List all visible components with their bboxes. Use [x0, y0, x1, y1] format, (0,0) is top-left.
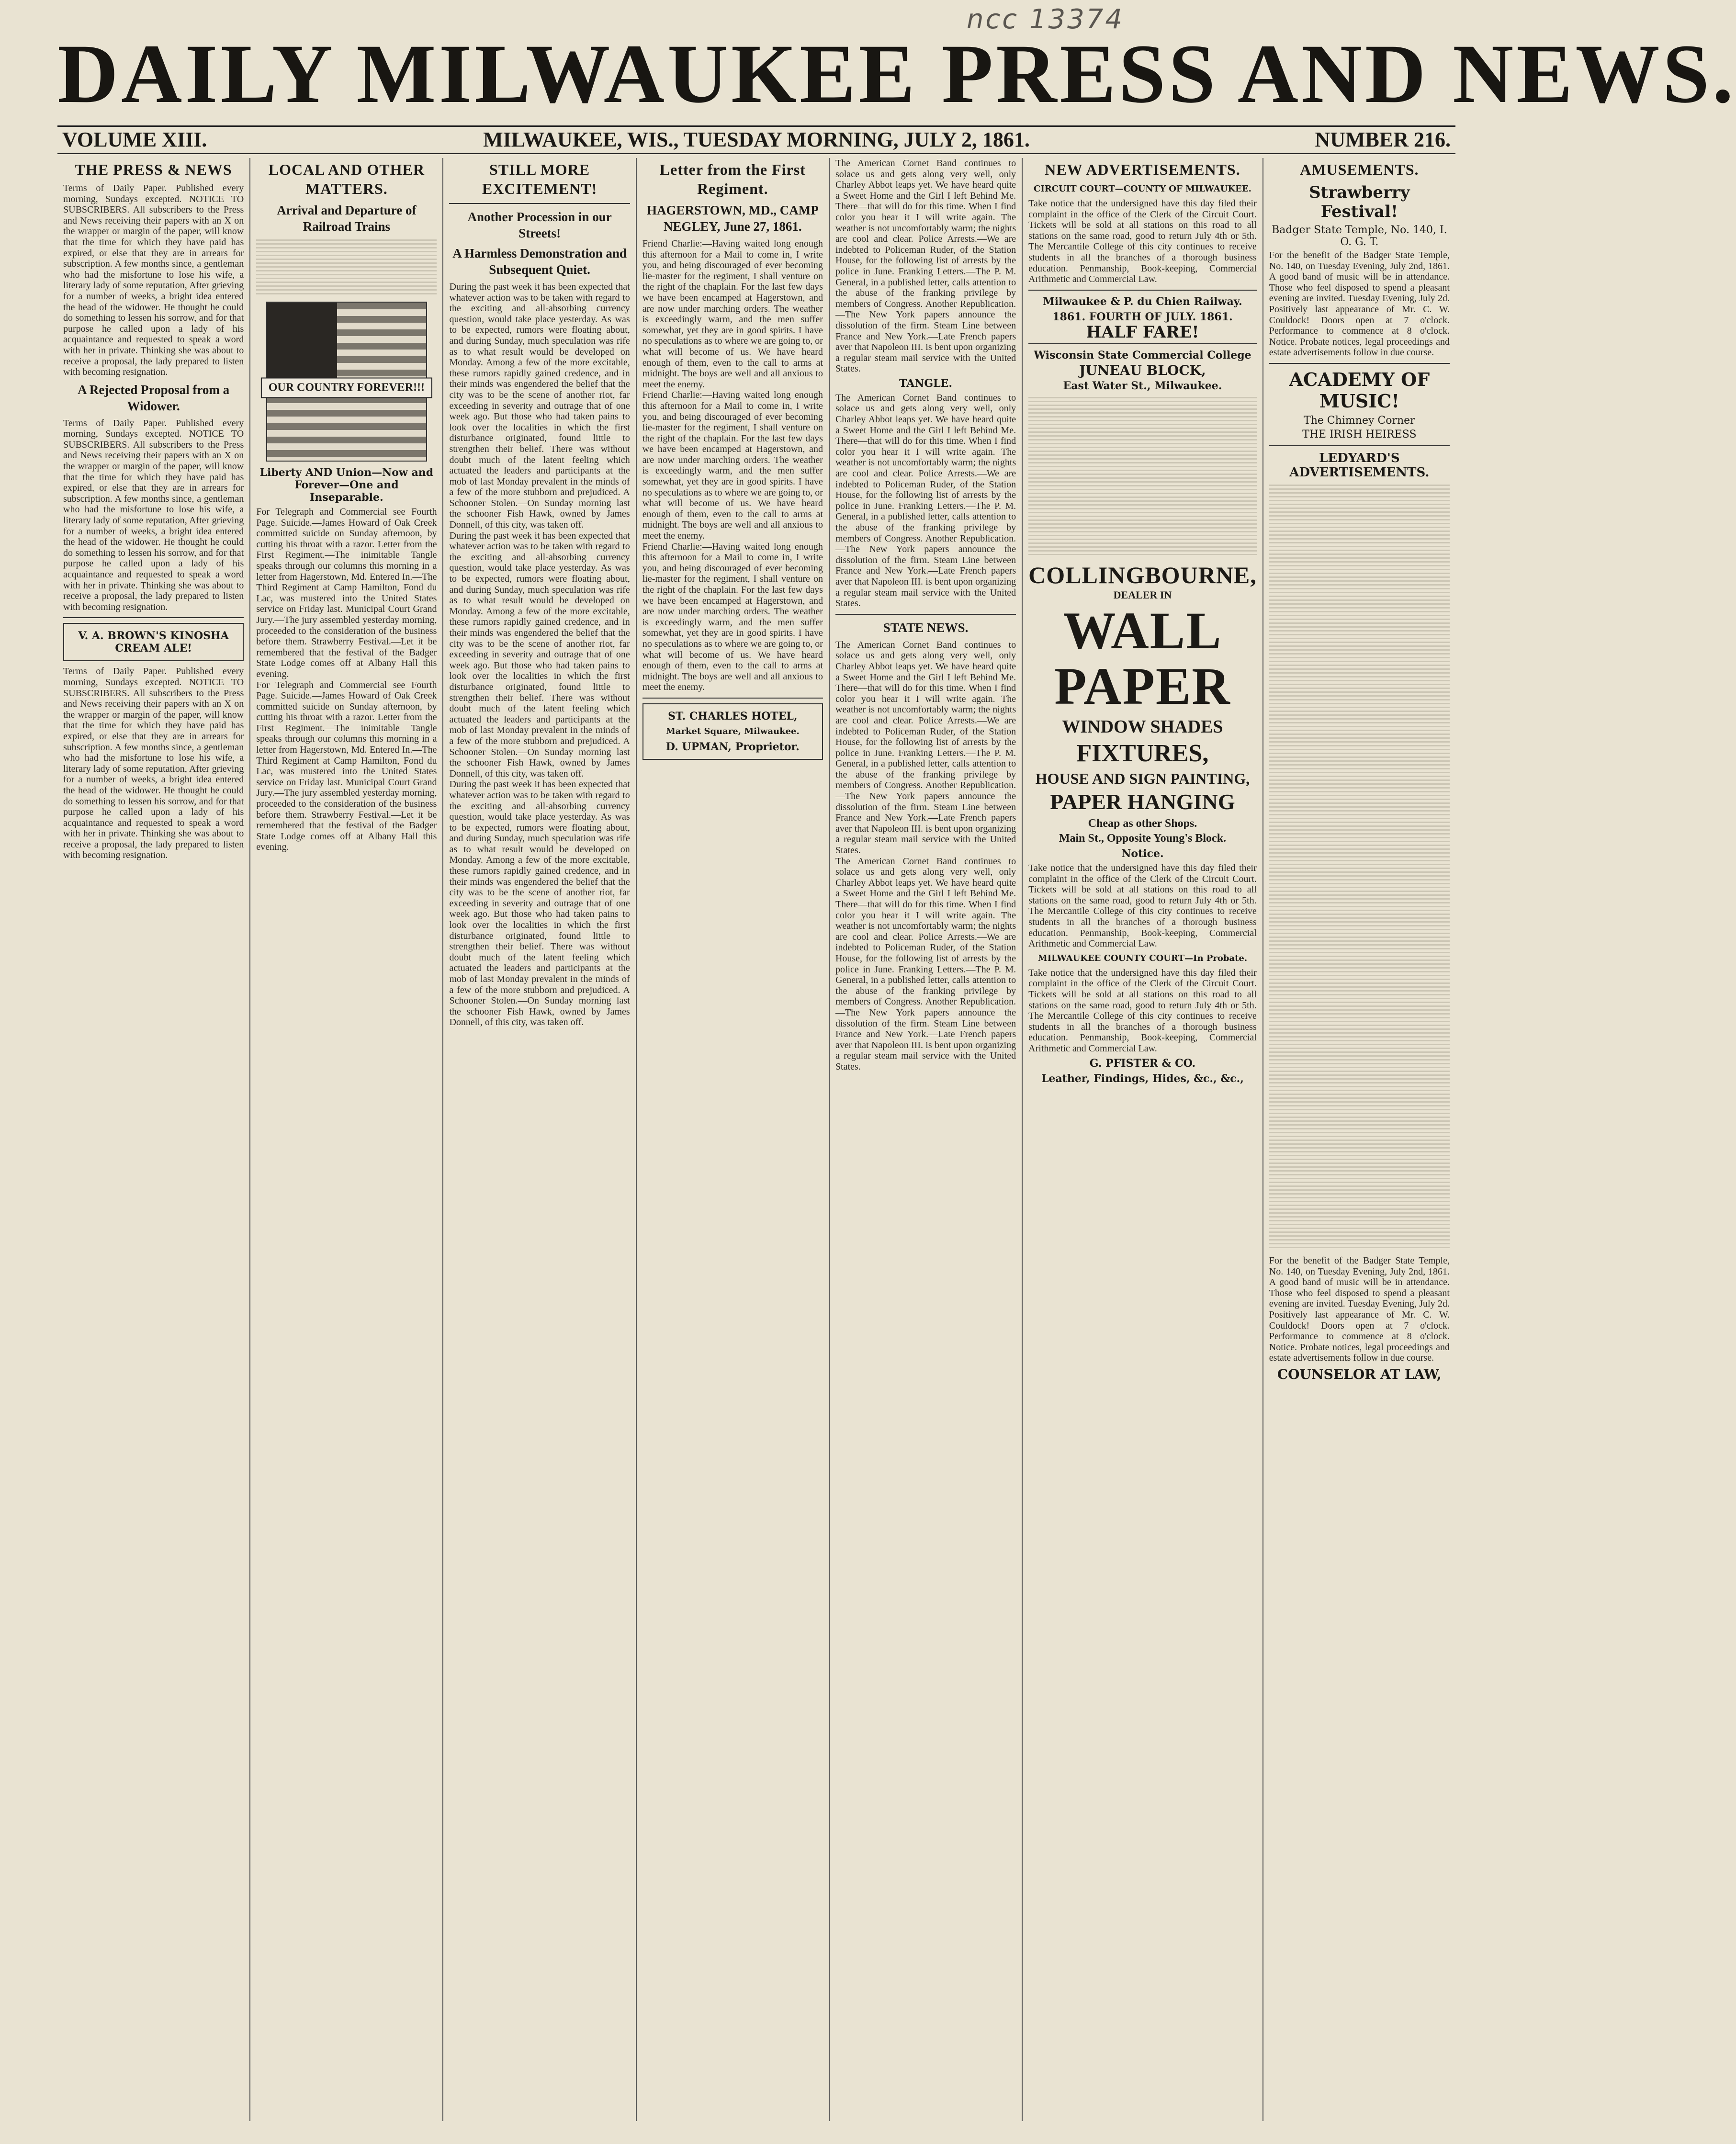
column-3-text-a: During the past week it has been expected that whatever action was to be taken with regard to the exciting and all-absorbing currency question, would take place yesterday. As was to be expected, rumors were floating about, and during Sunday, much speculation was rife as to what result would be developed on Monday. Among a few of the more excitable, these rumors rapidly gained credence, and in their minds was engendered the belief that the city was to be the scene of another riot, far exceeding in severity and outrage that of one week ago. But those who had taken pains to look over the localities in which the first disturbance originated, found little to strengthen their belief. There was without doubt much of the latent feeling which actuated the leaders and participants at the mob of last Monday prevalent in the minds of a few of the more stubborn and prejudiced. A Schooner Stolen.—On Sunday morning last the schooner Fish Hawk, owned by James Donnell, of this city, was taken off. — [449, 282, 630, 530]
dateline-bar — [57, 125, 1455, 154]
wallpaper-ad-hanging: PAPER HANGING — [1050, 790, 1235, 814]
notice-heading: Notice. — [1121, 847, 1164, 860]
column-5-text-c: The American Cornet Band continues to solace us and gets along very well, only Charley Abbot leaps yet. We have heard quite a Sweet Home and the Girl I left Behind Me. There—that will do for this time. When I find color you hear it I will write again. The weather is not uncomfortably warm; the nights are cool and clear. Police Arrests.—We are indebted to Policeman Ruder, of the Station House, for the following list of arrests by the police in June. Franking Letters.—The P. M. General, in a published letter, calls attention to the abuse of the franking privilege by members of Congress. Another Republication.—The New York papers announce the dissolution of the firm. Steam Line between France and New York.—Late French papers aver that Napoleon III. is bent upon organizing a regular steam mail service with the United States. — [835, 639, 1016, 856]
column-3-rule — [449, 203, 630, 204]
hotel-owner: D. UPMAN, Proprietor. — [665, 740, 800, 753]
chimney-corner: The Chimney Corner — [1304, 414, 1415, 427]
wallpaper-ad-address: Main St., Opposite Young's Block. — [1059, 832, 1227, 845]
column-1-text-c: Terms of Daily Paper. Published every morning, Sundays excepted. NOTICE TO SUBSCRIBERS. All subscribers to the Press and News receiving their papers with an X on the wrapper or margin of the paper, will know that the time for which they have paid has expired, or else that they are in arrears for subscription. A few months since, a gentleman who had the misfortune to lose his wife, a literary lady of some reputation, After grieving for a number of weeks, a bright idea entered the head of the widower. He thought he could do something to lessen his sorrow, and for that purpose he called upon a lady of his acquaintance and requested to speak a word with her in private. Thinking she was about to receive a proposal, the lady prepared to listen with becoming resignation. — [63, 666, 244, 861]
wallpaper-ad-dealer: DEALER IN — [1113, 589, 1172, 601]
pfister-goods: Leather, Findings, Hides, &c., &c., — [1041, 1072, 1244, 1085]
college-title: Wisconsin State Commercial College — [1034, 349, 1251, 361]
column-1-heading: THE PRESS & NEWS — [75, 161, 232, 178]
flag-banner: OUR COUNTRY FOREVER!!! — [261, 378, 432, 398]
volume-number: VOLUME XIII. — [62, 128, 207, 151]
attorney-heading: COUNSELOR AT LAW, — [1277, 1366, 1442, 1382]
hotel-name: ST. CHARLES HOTEL, — [668, 710, 798, 722]
college-ad-text — [1028, 397, 1257, 555]
column-1 — [57, 158, 250, 2121]
wallpaper-ad-headline: WALL PAPER — [1054, 601, 1231, 715]
college-block: JUNEAU BLOCK, — [1079, 362, 1206, 378]
railway-fourth: 1861. FOURTH OF JULY. 1861. — [1052, 310, 1233, 323]
letter-signature: TANGLE. — [899, 377, 953, 390]
column-1-text-b: Terms of Daily Paper. Published every morning, Sundays excepted. NOTICE TO SUBSCRIBERS. All subscribers to the Press and News receiving their papers with an X on the wrapper or margin of the paper, will know that the time for which they have paid has expired, or else that they are in arrears for subscription. A few months since, a gentleman who had the misfortune to lose his wife, a literary lady of some reputation, After grieving for a number of weeks, a bright idea entered the head of the widower. He thought he could do something to lessen his sorrow, and for that purpose he called upon a lady of his acquaintance and requested to speak a word with her in private. Thinking she was about to receive a proposal, the lady prepared to listen with becoming resignation. — [63, 418, 244, 612]
columns-area — [57, 158, 1455, 2121]
wallpaper-ad-painting: HOUSE AND SIGN PAINTING, — [1035, 769, 1250, 787]
column-3-text-b: During the past week it has been expected that whatever action was to be taken with regard to the exciting and all-absorbing currency question, would take place yesterday. As was to be expected, rumors were floating about, and during Sunday, much speculation was rife as to what result would be developed on Monday. Among a few of the more excitable, these rumors rapidly gained credence, and in their minds was engendered the belief that the city was to be the scene of another riot, far exceeding in severity and outrage that of one week ago. But those who had taken pains to look over the localities in which the first disturbance originated, found little to strengthen their belief. There was without doubt much of the latent feeling which actuated the leaders and participants at the mob of last Monday prevalent in the minds of a few of the more stubborn and prejudiced. A Schooner Stolen.—On Sunday morning last the schooner Fish Hawk, owned by James Donnell, of this city, was taken off. — [449, 530, 630, 779]
column-3-subheading-2: A Harmless Demonstration and Subsequent Quiet. — [452, 246, 627, 277]
column-3-subheading-1: Another Procession in our Streets! — [467, 210, 612, 240]
column-2 — [250, 158, 443, 2121]
column-1-subheading: A Rejected Proposal from a Widower. — [78, 382, 230, 413]
column-6 — [1023, 158, 1263, 2121]
flag-caption: Liberty AND Union—Now and Forever—One and Inseparable. — [259, 466, 434, 504]
column-7 — [1263, 158, 1455, 2121]
column-2-text-b: For Telegraph and Commercial see Fourth Page. Suicide.—James Howard of Oak Creek committed suicide on Sunday afternoon, by cutting his throat with a razor. Letter from the First Regiment.—The inimitable Tangle speaks through our columns this morning in a letter from Hagerstown, Md. Entered In.—The Third Regiment at Camp Hamilton, Fond du Lac, was mustered into the United States service on Friday last. Municipal Court Grand Jury.—The jury assembled yesterday morning, proceeded to the consideration of the business before them. Strawberry Festival.—Let it be remembered that the festival of the Badger State Lodge comes off at Albany Hall this evening. — [256, 679, 437, 853]
pfister-name: G. PFISTER & CO. — [1089, 1057, 1196, 1070]
issue-number: NUMBER 216. — [1315, 128, 1451, 151]
ledyard-heading: LEDYARD'S ADVERTISEMENTS. — [1289, 451, 1430, 480]
column-3-text-c: During the past week it has been expected that whatever action was to be taken with regard to the exciting and all-absorbing currency question, would take place yesterday. As was to be expected, rumors were floating about, and during Sunday, much speculation was rife as to what result would be developed on Monday. Among a few of the more excitable, these rumors rapidly gained credence, and in their minds was engendered the belief that the city was to be the scene of another riot, far exceeding in severity and outrage that of one week ago. But those who had taken pains to look over the localities in which the first disturbance originated, found little to strengthen their belief. There was without doubt much of the latent feeling which actuated the leaders and participants at the mob of last Monday prevalent in the minds of a few of the more stubborn and prejudiced. A Schooner Stolen.—On Sunday morning last the schooner Fish Hawk, owned by James Donnell, of this city, was taken off. — [449, 779, 630, 1028]
flag-illustration — [266, 302, 427, 462]
hotel-place: Market Square, Milwaukee. — [665, 726, 800, 736]
column-4-text-c: Friend Charlie:—Having waited long enough this afternoon for a Mail to come in, I write you, and being discouraged of ever becoming lie-master for the regiment, I shall venture on the right of the chaplain. For the last few days we have been encamped at Hagerstown, and are now under marching orders. The weather is exceedingly warm, and the men suffer somewhat, yet they are in good spirits. I have no speculations as to where we are going to, or what will become of us. We have heard enough of them, even to the call to arms at midnight. The boys are well and all anxious to meet the enemy. — [642, 541, 823, 693]
column-3 — [443, 158, 636, 2121]
column-4-subheading: HAGERSTOWN, MD., CAMP NEGLEY, June 27, 1861. — [646, 203, 819, 234]
dateline-date: MILWAUKEE, WIS., TUESDAY MORNING, JULY 2, 1861. — [483, 128, 1030, 151]
festival-title: Strawberry Festival! — [1309, 183, 1410, 221]
column-2-text-a: For Telegraph and Commercial see Fourth Page. Suicide.—James Howard of Oak Creek committed suicide on Sunday afternoon, by cutting his throat with a razor. Letter from the First Regiment.—The inimitable Tangle speaks through our columns this morning in a letter from Hagerstown, Md. Entered In.—The Third Regiment at Camp Hamilton, Fond du Lac, was mustered into the United States service on Friday last. Municipal Court Grand Jury.—The jury assembled yesterday morning, proceeded to the consideration of the business before them. Strawberry Festival.—Let it be remembered that the festival of the Badger State Lodge comes off at Albany Hall this evening. — [256, 507, 437, 679]
column-6-heading: NEW ADVERTISEMENTS. — [1045, 161, 1240, 178]
masthead-title: DAILY MILWAUKEE PRESS AND NEWS. — [57, 27, 1736, 121]
probate-heading: MILWAUKEE COUNTY COURT—In Probate. — [1037, 953, 1248, 963]
column-4 — [637, 158, 830, 2121]
column-7-rule-1 — [1269, 363, 1450, 364]
column-6-rule-1 — [1028, 290, 1257, 291]
ledyard-ads-text — [1269, 485, 1450, 1251]
hotel-ad — [643, 703, 823, 760]
column-5-text-d: The American Cornet Band continues to solace us and gets along very well, only Charley Abbot leaps yet. We have heard quite a Sweet Home and the Girl I left Behind Me. There—that will do for this time. When I find color you hear it I will write again. The weather is not uncomfortably warm; the nights are cool and clear. Police Arrests.—We are indebted to Policeman Ruder, of the Station House, for the following list of arrests by the police in June. Franking Letters.—The P. M. General, in a published letter, calls attention to the abuse of the franking privilege by members of Congress. Another Republication.—The New York papers announce the dissolution of the firm. Steam Line between France and New York.—Late French papers aver that Napoleon III. is bent upon organizing a regular steam mail service with the United States. — [835, 856, 1016, 1072]
column-6-text-c: Take notice that the undersigned have this day filed their complaint in the office of the Clerk of the Circuit Court. Tickets will be sold at all stations on this road to all stations on the same road, good to return July 4th or 5th. The Mercantile College of this city continues to receive students in all the branches of a thorough business education. Penmanship, Book-keeping, Commercial Arithmetic and Commercial Law. — [1028, 967, 1257, 1054]
column-7-text-a: For the benefit of the Badger State Temple, No. 140, on Tuesday Evening, July 2nd, 1861. A good band of music will be in attendance. Those who feel disposed to spend a pleasant evening are invited. Tuesday Evening, July 2d. Positively last appearance of Mr. C. W. Couldock! Doors open at 7 o'clock. Performance to commence at 8 o'clock. Notice. Probate notices, legal proceedings and estate advertisements follow in due course. — [1269, 250, 1450, 358]
flag-canton — [267, 303, 337, 378]
column-2-subheading: Arrival and Departure of Railroad Trains — [277, 203, 417, 234]
column-5-rule — [835, 614, 1016, 615]
lodge-name: Badger State Temple, No. 140, I. O. G. T. — [1272, 224, 1447, 248]
state-news-heading: STATE NEWS. — [883, 620, 969, 635]
column-7-heading: AMUSEMENTS. — [1300, 161, 1419, 178]
column-7-rule-2 — [1269, 445, 1450, 446]
column-1-ad-box — [63, 623, 244, 661]
column-4-heading: Letter from the First Regiment. — [659, 161, 806, 197]
column-6-text-a: Take notice that the undersigned have this day filed their complaint in the office of the Clerk of the Circuit Court. Tickets will be sold at all stations on this road to all stations on the same road, good to return July 4th or 5th. The Mercantile College of this city continues to receive students in all the branches of a thorough business education. Penmanship, Book-keeping, Commercial Arithmetic and Commercial Law. — [1028, 198, 1257, 285]
column-4-text-a: Friend Charlie:—Having waited long enough this afternoon for a Mail to come in, I write you, and being discouraged of ever becoming lie-master for the regiment, I shall venture on the right of the chaplain. For the last few days we have been encamped at Hagerstown, and are now under marching orders. The weather is exceedingly warm, and the men suffer somewhat, yet they are in good spirits. I have no speculations as to where we are going to, or what will become of us. We have heard enough of them, even to the call to arms at midnight. The boys are well and all anxious to meet the enemy. — [642, 238, 823, 390]
column-5-text-b: The American Cornet Band continues to solace us and gets along very well, only Charley Abbot leaps yet. We have heard quite a Sweet Home and the Girl I left Behind Me. There—that will do for this time. When I find color you hear it I will write again. The weather is not uncomfortably warm; the nights are cool and clear. Police Arrests.—We are indebted to Policeman Ruder, of the Station House, for the following list of arrests by the police in June. Franking Letters.—The P. M. General, in a published letter, calls attention to the abuse of the franking privilege by members of Congress. Another Republication.—The New York papers announce the dissolution of the firm. Steam Line between France and New York.—Late French papers aver that Napoleon III. is bent upon organizing a regular steam mail service with the United States. — [835, 392, 1016, 609]
wallpaper-ad-name: COLLINGBOURNE, — [1028, 561, 1257, 588]
train-schedule-table — [256, 239, 437, 297]
irish-heiress: THE IRISH HEIRESS — [1302, 428, 1417, 440]
column-6-text-b: Take notice that the undersigned have this day filed their complaint in the office of the Clerk of the Circuit Court. Tickets will be sold at all stations on this road to all stations on the same road, good to return July 4th or 5th. The Mercantile College of this city continues to receive students in all the branches of a thorough business education. Penmanship, Book-keeping, Commercial Arithmetic and Commercial Law. — [1028, 863, 1257, 949]
column-6-rule-2 — [1028, 343, 1257, 344]
wallpaper-ad-cheap: Cheap as other Shops. — [1088, 817, 1197, 830]
column-3-heading: STILL MORE EXCITEMENT! — [482, 161, 597, 197]
railway-ad-title: Milwaukee & P. du Chien Railway. — [1043, 295, 1242, 308]
column-4-rule — [643, 698, 823, 699]
wallpaper-ad-window: WINDOW SHADES — [1062, 717, 1223, 737]
column-1-text-a: Terms of Daily Paper. Published every morning, Sundays excepted. NOTICE TO SUBSCRIBERS. All subscribers to the Press and News receiving their papers with an X on the wrapper or margin of the paper, will know that the time for which they have paid has expired, or else that they are in arrears for subscription. A few months since, a gentleman who had the misfortune to lose his wife, a literary lady of some reputation, After grieving for a number of weeks, a bright idea entered the head of the widower. He thought he could do something to lessen his sorrow, and for that purpose he called upon a lady of his acquaintance and requested to speak a word with her in private. Thinking she was about to receive a proposal, the lady prepared to listen with becoming resignation. — [63, 183, 244, 378]
column-1-ad-title: V. A. BROWN'S KINOSHA CREAM ALE! — [78, 630, 229, 655]
handwritten-catalog-note: ncc 13374 — [966, 4, 1124, 35]
column-2-heading: LOCAL AND OTHER MATTERS. — [268, 161, 425, 197]
wallpaper-ad-fixtures: FIXTURES, — [1076, 740, 1209, 767]
college-street: East Water St., Milwaukee. — [1063, 379, 1222, 392]
column-4-text-b: Friend Charlie:—Having waited long enough this afternoon for a Mail to come in, I write you, and being discouraged of ever becoming lie-master for the regiment, I shall venture on the right of the chaplain. For the last few days we have been encamped at Hagerstown, and are now under marching orders. The weather is exceedingly warm, and the men suffer somewhat, yet they are in good spirits. I have no speculations as to where we are going to, or what will become of us. We have heard enough of them, even to the call to arms at midnight. The boys are well and all anxious to meet the enemy. — [642, 390, 823, 542]
column-5 — [830, 158, 1023, 2121]
academy-title: ACADEMY OF MUSIC! — [1289, 368, 1430, 412]
circuit-court-notice: CIRCUIT COURT—COUNTY OF MILWAUKEE. — [1034, 184, 1251, 194]
half-fare: HALF FARE! — [1086, 322, 1199, 342]
column-7-text-b: For the benefit of the Badger State Temple, No. 140, on Tuesday Evening, July 2nd, 1861. A good band of music will be in attendance. Those who feel disposed to spend a pleasant evening are invited. Tuesday Evening, July 2d. Positively last appearance of Mr. C. W. Couldock! Doors open at 7 o'clock. Performance to commence at 8 o'clock. Notice. Probate notices, legal proceedings and estate advertisements follow in due course. — [1269, 1255, 1450, 1364]
column-5-text-a: The American Cornet Band continues to solace us and gets along very well, only Charley Abbot leaps yet. We have heard quite a Sweet Home and the Girl I left Behind Me. There—that will do for this time. When I find color you hear it I will write again. The weather is not uncomfortably warm; the nights are cool and clear. Police Arrests.—We are indebted to Policeman Ruder, of the Station House, for the following list of arrests by the police in June. Franking Letters.—The P. M. General, in a published letter, calls attention to the abuse of the franking privilege by members of Congress. Another Republication.—The New York papers announce the dissolution of the firm. Steam Line between France and New York.—Late French papers aver that Napoleon III. is bent upon organizing a regular steam mail service with the United States. — [835, 158, 1016, 374]
column-1-rule — [63, 617, 244, 618]
